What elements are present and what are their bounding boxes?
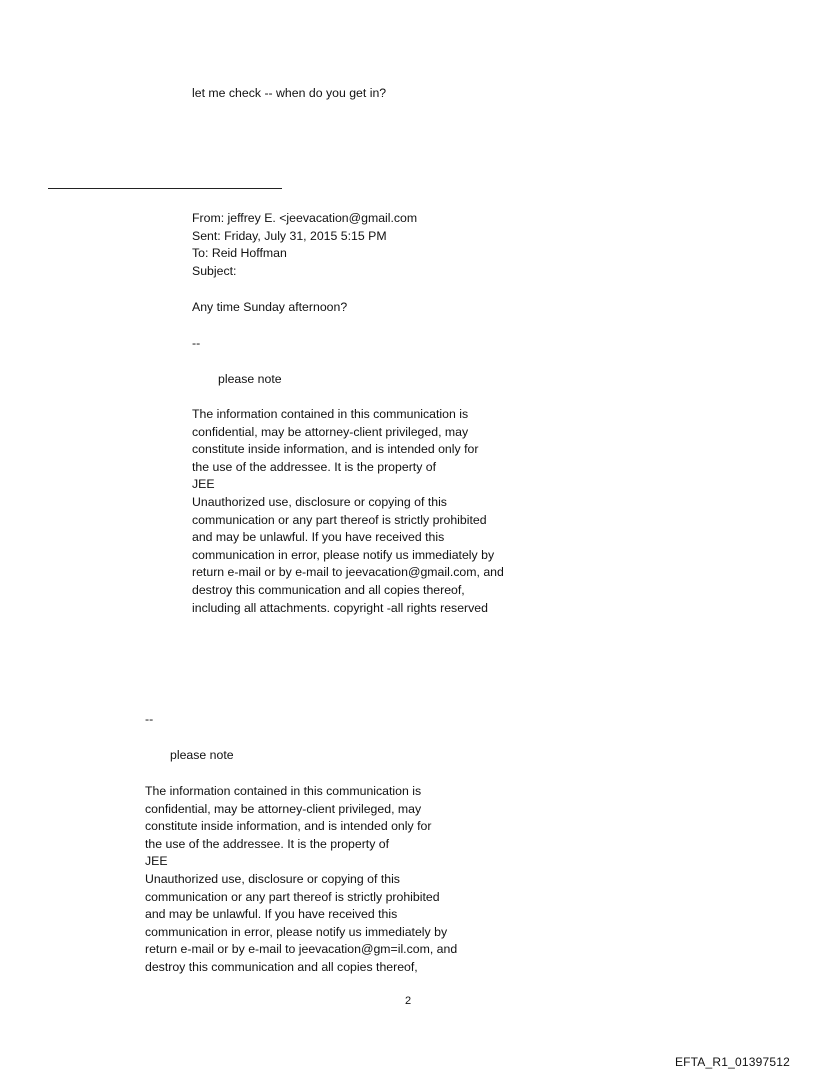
disclaimer-line: JEE <box>192 477 215 492</box>
disclaimer-line: The information contained in this communication is <box>145 784 422 798</box>
forwarded-message: Any time Sunday afternoon? <box>192 300 348 314</box>
disclaimer-line: Unauthorized use, disclosure or copying of this <box>145 871 400 886</box>
forwarded-sig-dashes: -- <box>192 336 201 350</box>
disclaimer-line: return e-mail or by e-mail to jeevacation@gm=il.com, and <box>145 942 458 957</box>
disclaimer-line: constitute inside information, and is intended only for <box>192 442 479 457</box>
disclaimer-line: communication or any part thereof is strictly prohibited <box>192 512 487 527</box>
reply-text: let me check -- when do you get in? <box>192 86 387 100</box>
forwarded-please-note: please note <box>218 372 282 386</box>
disclaimer-line: communication in error, please notify us immediately by <box>192 547 495 562</box>
page-number: 2 <box>404 995 412 1007</box>
header-subject: Subject: <box>192 263 237 278</box>
disclaimer-line: including all attachments. copyright -all rights reserved <box>192 600 488 615</box>
outer-disclaimer <box>145 783 457 977</box>
outer-sig-dashes: -- <box>145 712 154 726</box>
disclaimer-line: communication in error, please notify us immediately by <box>145 924 448 939</box>
disclaimer-line: and may be unlawful. If you have received this <box>192 530 445 545</box>
disclaimer-line: destroy this communication and all copies thereof, <box>145 959 418 974</box>
disclaimer-line: confidential, may be attorney-client privileged, may <box>145 801 422 816</box>
outer-please-note: please note <box>170 748 234 762</box>
forwarded-disclaimer <box>192 406 504 617</box>
header-from: From: jeffrey E. <jeevacation@gmail.com <box>192 211 418 225</box>
disclaimer-line: the use of the addressee. It is the property of <box>192 459 437 474</box>
disclaimer-line: communication or any part thereof is strictly prohibited <box>145 889 440 904</box>
disclaimer-line: JEE <box>145 854 168 869</box>
disclaimer-line: the use of the addressee. It is the property of <box>145 836 390 851</box>
disclaimer-line: confidential, may be attorney-client privileged, may <box>192 424 469 439</box>
bates-number: EFTA_R1_01397512 <box>674 1055 790 1069</box>
disclaimer-line: return e-mail or by e-mail to jeevacation@gmail.com, and <box>192 565 504 580</box>
disclaimer-line: Unauthorized use, disclosure or copying of this <box>192 494 447 509</box>
disclaimer-line: The information contained in this communication is <box>192 407 469 421</box>
disclaimer-line: destroy this communication and all copies thereof, <box>192 582 465 597</box>
header-to: To: Reid Hoffman <box>192 246 287 261</box>
separator-rule <box>48 188 282 189</box>
forwarded-header <box>192 210 417 280</box>
header-sent: Sent: Friday, July 31, 2015 5:15 PM <box>192 228 387 243</box>
disclaimer-line: constitute inside information, and is intended only for <box>145 819 432 834</box>
disclaimer-line: and may be unlawful. If you have received this <box>145 907 398 922</box>
